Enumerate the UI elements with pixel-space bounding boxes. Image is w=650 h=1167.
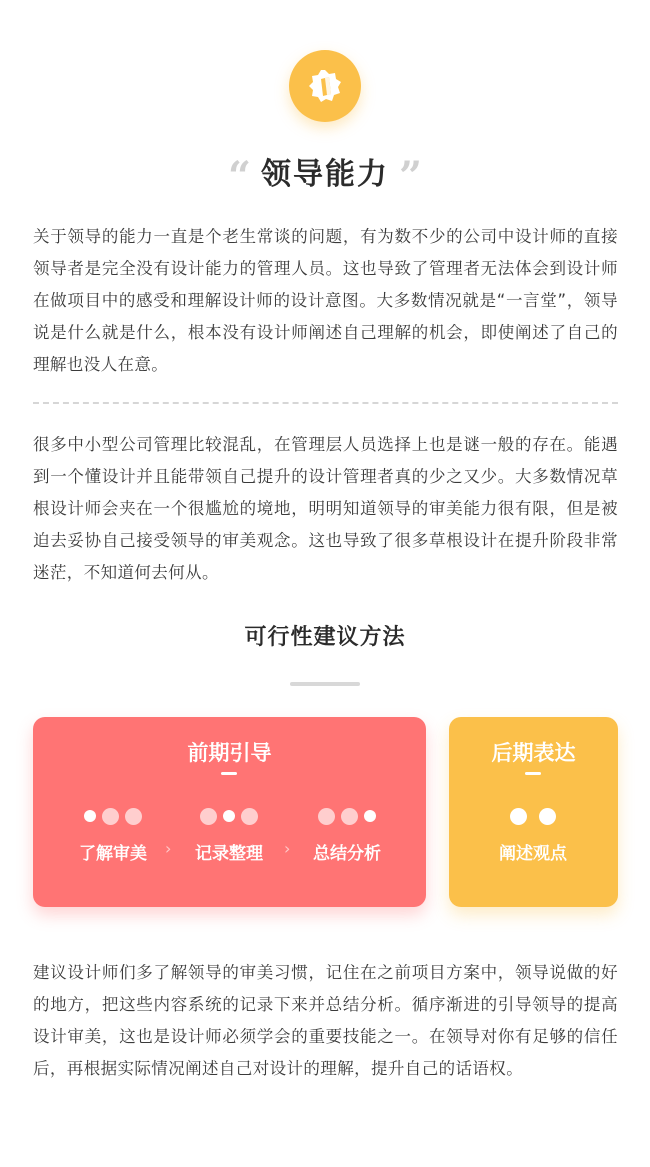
card-title-early: 前期引导: [187, 741, 272, 765]
dot-icon: [102, 808, 119, 825]
card-title-dash: [525, 772, 541, 775]
step-summarize-analyze: [297, 807, 397, 864]
chevron-right-icon: ›: [165, 839, 172, 858]
card-title-late: 后期表达: [491, 741, 576, 765]
section-underline: [290, 682, 360, 686]
page-title-row: [0, 148, 650, 200]
paragraph-management: 很多中小型公司管理比较混乱，在管理层人员选择上也是谜一般的存在。能遇到一个懂设计并且能带领自己提升的设计管理者真的少之又少。大多数情况草根设计师会夹在一个很尴尬的境地，明明知道领导的审美能力很有限，但是被迫去妥协自己接受领导的审美观念。这也导致了很多草根设计在提升阶段非常迷茫，不知道何去何从。: [33, 435, 618, 582]
dashed-divider: [33, 402, 618, 404]
step-dots: [179, 807, 279, 825]
step-express-views: [483, 807, 583, 864]
step-understand-aesthetics: [63, 807, 163, 864]
dot-icon: [125, 808, 142, 825]
badge-shield-icon: [307, 68, 343, 104]
card-early-guidance: [33, 717, 426, 907]
paragraph-suggestion: 建议设计师们多了解领导的审美习惯，记住在之前项目方案中，领导说做的好的地方，把这些内容系统的记录下来并总结分析。循序渐进的引导领导的提高设计审美，这也是设计师必须学会的重要技能之一。在领导对你有足够的信任后，再根据实际情况阐述自己对设计的理解，提升自己的话语权。: [33, 963, 618, 1078]
dot-icon: [341, 808, 358, 825]
dot-icon: [539, 808, 556, 825]
page-title: 领导能力: [261, 157, 389, 192]
step-dots: [297, 807, 397, 825]
step-dots: [63, 807, 163, 825]
card-late-expression: [449, 717, 618, 907]
open-quote-icon: “: [227, 153, 251, 200]
dot-icon: [223, 810, 235, 822]
card-title-dash: [221, 772, 237, 775]
header-badge: [289, 50, 361, 122]
close-quote-icon: ”: [399, 153, 423, 200]
dot-icon: [200, 808, 217, 825]
step-label: 了解审美: [79, 844, 147, 864]
dot-icon: [241, 808, 258, 825]
paragraph-intro: 关于领导的能力一直是个老生常谈的问题，有为数不少的公司中设计师的直接领导者是完全没有设计能力的管理人员。这也导致了管理者无法体会到设计师在做项目中的感受和理解设计师的设计意图。大多数情况就是“一言堂”，领导说是什么就是什么，根本没有设计师阐述自己理解的机会，即使阐述了自己的理解也没人在意。: [33, 227, 618, 374]
chevron-right-icon: ›: [284, 839, 291, 858]
section-title: 可行性建议方法: [244, 625, 406, 650]
step-dots: [483, 807, 583, 825]
step-label: 总结分析: [313, 844, 381, 864]
dot-icon: [510, 808, 527, 825]
dot-icon: [84, 810, 96, 822]
step-record-organize: [179, 807, 279, 864]
step-label: 阐述观点: [499, 844, 567, 864]
dot-icon: [364, 810, 376, 822]
step-label: 记录整理: [195, 844, 263, 864]
dot-icon: [318, 808, 335, 825]
